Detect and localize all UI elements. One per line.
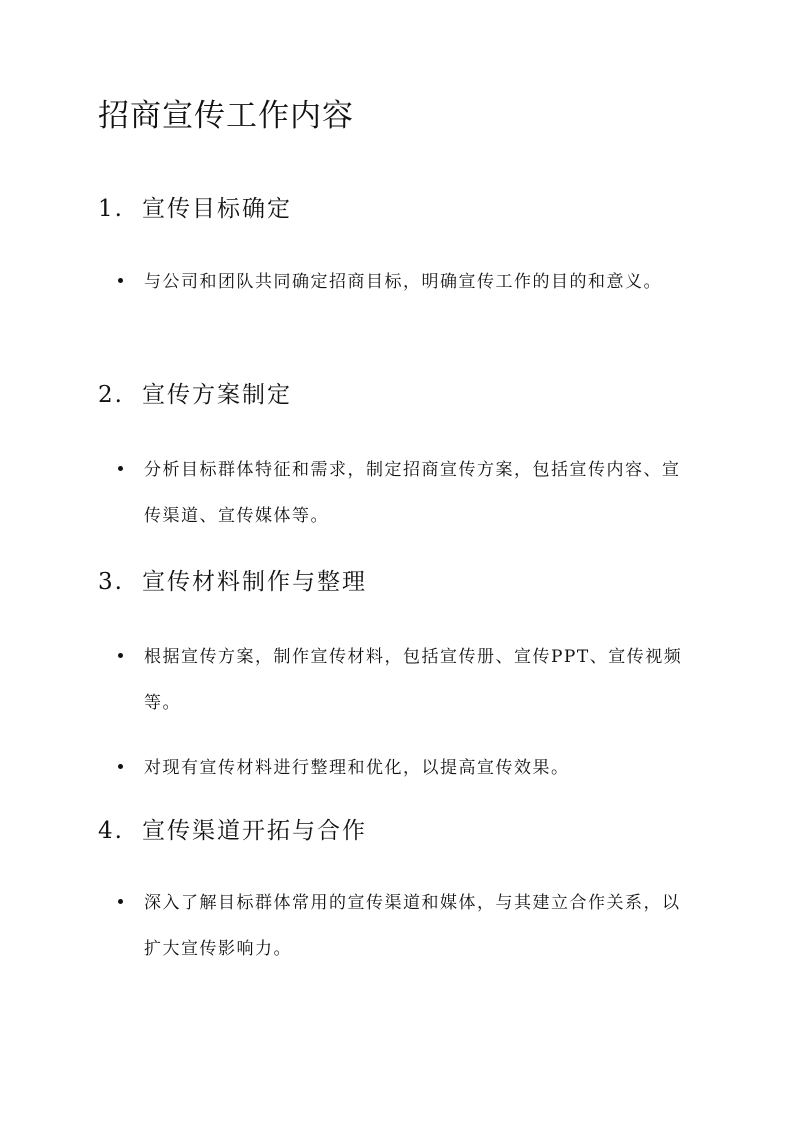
section-number-2: 2. [98,382,124,408]
section-number-3: 3. [98,569,124,595]
list-item [118,447,683,539]
bullet-icon [118,764,123,769]
list-item [118,880,683,972]
section-number-4: 4. [98,818,124,844]
list-item-text: 根据宣传方案，制作宣传材料，包括宣传册、宣传PPT、宣传视频等。 [144,647,683,713]
page-title: 招商宣传工作内容 [98,98,354,134]
section-title-1: 宣传目标确定 [142,196,292,222]
section-title-4: 宣传渠道开拓与合作 [142,818,367,844]
list-item-text: 对现有宣传材料进行整理和优化，以提高宣传效果。 [144,758,570,778]
section-title-2: 宣传方案制定 [142,382,292,408]
section-number-1: 1. [98,196,124,222]
bullet-icon [118,899,123,904]
section-heading-2 [98,382,292,410]
bullet-icon [118,653,123,658]
list-item [118,745,683,791]
section-title-3: 宣传材料制作与整理 [142,569,367,595]
list-item-text: 与公司和团队共同确定招商目标，明确宣传工作的目的和意义。 [144,272,662,292]
section-heading-3 [98,569,367,597]
list-item-text: 深入了解目标群体常用的宣传渠道和媒体，与其建立合作关系，以扩大宣传影响力。 [144,893,681,959]
bullet-icon [118,466,123,471]
list-item [118,259,683,305]
bullet-icon [118,278,123,283]
section-heading-4 [98,818,367,846]
list-item-text: 分析目标群体特征和需求，制定招商宣传方案，包括宣传内容、宣传渠道、宣传媒体等。 [144,460,681,526]
section-heading-1 [98,196,292,224]
list-item [118,634,683,726]
